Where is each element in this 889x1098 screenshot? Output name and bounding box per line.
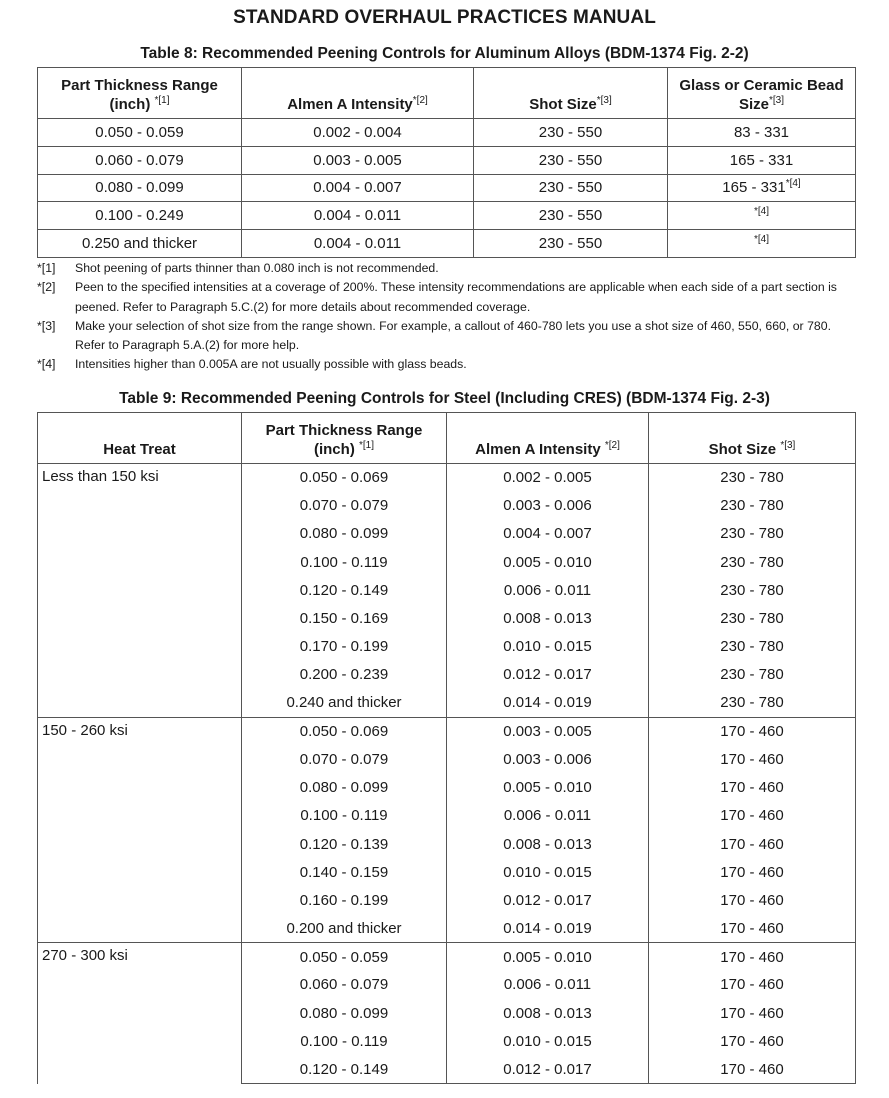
table9-cell-intensity: 0.005 - 0.010	[447, 943, 649, 971]
table9-cell-shot-size: 170 - 460	[649, 1055, 856, 1083]
table9-header-thickness: Part Thickness Range (inch) $^{*[1]}$	[242, 413, 447, 464]
table8-cell-intensity: 0.004 - 0.007	[242, 174, 474, 202]
table9-header-intensity: Almen A Intensity $^{*[2]}$	[447, 413, 649, 464]
table9-cell-shot-size: 230 - 780	[649, 661, 856, 689]
table9-cell-intensity: 0.008 - 0.013	[447, 604, 649, 632]
table9-title: Table 9: Recommended Peening Controls for Steel (Including CRES) (BDM-1374 Fig. 2-3)	[119, 390, 770, 407]
table8-row	[38, 119, 856, 147]
table8-cell-intensity: 0.003 - 0.005	[242, 146, 474, 174]
table9-cell-shot-size: 230 - 780	[649, 492, 856, 520]
table8-header-thickness: Part Thickness Range (inch) $^{*[1]}$	[38, 68, 242, 119]
table9-cell-thickness: 0.200 - 0.239	[242, 661, 447, 689]
table9-cell-intensity: 0.006 - 0.011	[447, 802, 649, 830]
table8-header-bead-size: Glass or Ceramic Bead Size$^{*[3]}$	[668, 68, 856, 119]
table9-cell-intensity: 0.003 - 0.006	[447, 492, 649, 520]
table8-cell-shot-size: 230 - 550	[474, 119, 668, 147]
table8	[37, 67, 856, 258]
table8-cell-intensity: 0.002 - 0.004	[242, 119, 474, 147]
table9-cell-thickness: 0.100 - 0.119	[242, 802, 447, 830]
bead-size-value: 83 - 331	[733, 123, 790, 141]
footnote-mark: *[3]	[37, 318, 56, 333]
table8-cell-bead-size	[668, 146, 856, 174]
table9-cell-thickness: 0.240 and thicker	[242, 689, 447, 717]
table8-cell-thickness: 0.100 - 0.249	[38, 202, 242, 230]
table9-cell-intensity: 0.004 - 0.007	[447, 520, 649, 548]
table9-body	[38, 464, 856, 1084]
table9-cell-thickness: 0.080 - 0.099	[242, 520, 447, 548]
table9-cell-shot-size: 170 - 460	[649, 943, 856, 971]
table9-cell-intensity: 0.006 - 0.011	[447, 971, 649, 999]
table9-cell-shot-size: 230 - 780	[649, 689, 856, 717]
table8-cell-shot-size: 230 - 550	[474, 230, 668, 258]
table9-cell-shot-size: 170 - 460	[649, 830, 856, 858]
table8-cell-intensity: 0.004 - 0.011	[242, 202, 474, 230]
table9-cell-thickness: 0.150 - 0.169	[242, 604, 447, 632]
table8-cell-bead-size	[668, 119, 856, 147]
table8-title: Table 8: Recommended Peening Controls for Aluminum Alloys (BDM-1374 Fig. 2-2)	[140, 45, 749, 62]
table9-cell-intensity: 0.012 - 0.017	[447, 1055, 649, 1083]
table9-cell-intensity: 0.010 - 0.015	[447, 858, 649, 886]
table8-cell-thickness: 0.080 - 0.099	[38, 174, 242, 202]
table9-cell-intensity: 0.008 - 0.013	[447, 999, 649, 1027]
table9-cell-intensity: 0.014 - 0.019	[447, 689, 649, 717]
table9-cell-intensity: 0.006 - 0.011	[447, 576, 649, 604]
table9-cell-shot-size: 170 - 460	[649, 745, 856, 773]
manual-title: STANDARD OVERHAUL PRACTICES MANUAL	[233, 7, 656, 28]
table9-cell-shot-size: 170 - 460	[649, 858, 856, 886]
table9-cell-intensity: 0.003 - 0.006	[447, 745, 649, 773]
table8-cell-thickness: 0.250 and thicker	[38, 230, 242, 258]
table9-cell-intensity: 0.005 - 0.010	[447, 548, 649, 576]
table8-notes	[37, 259, 852, 375]
table9-cell-shot-size: 170 - 460	[649, 1027, 856, 1055]
table9	[37, 412, 856, 1084]
table8-cell-intensity: 0.004 - 0.011	[242, 230, 474, 258]
table8-row	[38, 230, 856, 258]
footnote-text: Intensities higher than 0.005A are not usually possible with glass beads.	[75, 357, 467, 372]
table9-row	[38, 464, 856, 492]
table9-header-heat-treat: Heat Treat	[38, 413, 242, 464]
table8-cell-bead-size	[668, 230, 856, 258]
table9-cell-intensity: 0.014 - 0.019	[447, 915, 649, 943]
footnote-ref: *[4]	[753, 234, 769, 246]
table9-cell-shot-size: 230 - 780	[649, 520, 856, 548]
table9-cell-shot-size: 230 - 780	[649, 604, 856, 632]
table8-cell-shot-size: 230 - 550	[474, 146, 668, 174]
footnote-mark: *[4]	[37, 357, 56, 372]
table9-cell-thickness: 0.140 - 0.159	[242, 858, 447, 886]
table9-cell-thickness: 0.070 - 0.079	[242, 745, 447, 773]
footnote-text: Make your selection of shot size from the range shown. For example, a callout of 460-780 lets you use a shot size of 460, 550, 660, or 780. Refer to Paragraph 5.A.(2) for more help.	[75, 318, 832, 353]
table9-cell-shot-size: 230 - 780	[649, 633, 856, 661]
footnote	[37, 317, 852, 356]
footnote-text: Peen to the specified intensities at a coverage of 200%. These intensity recommendations are applicable when each side of a part section is peened. Refer to Paragraph 5.C.(2) for more details about recommended coverage.	[75, 280, 837, 314]
table9-cell-intensity: 0.012 - 0.017	[447, 886, 649, 914]
table9-cell-heat-treat: 150 - 260 ksi	[38, 717, 242, 943]
table8-row	[38, 174, 856, 202]
table8-body	[38, 119, 856, 258]
table9-header-shot-size: Shot Size $^{*[3]}$	[649, 413, 856, 464]
footnote-mark: *[2]	[37, 280, 56, 295]
table9-cell-shot-size: 230 - 780	[649, 548, 856, 576]
table9-cell-shot-size: 170 - 460	[649, 717, 856, 745]
table9-cell-thickness: 0.120 - 0.149	[242, 1055, 447, 1083]
table9-cell-thickness: 0.100 - 0.119	[242, 548, 447, 576]
table9-row	[38, 717, 856, 745]
table8-header-row	[38, 68, 856, 119]
table9-cell-intensity: 0.008 - 0.013	[447, 830, 649, 858]
table9-cell-thickness: 0.080 - 0.099	[242, 999, 447, 1027]
table9-cell-intensity: 0.005 - 0.010	[447, 774, 649, 802]
table9-row	[38, 943, 856, 971]
table8-row	[38, 146, 856, 174]
footnote	[37, 259, 852, 278]
table9-cell-heat-treat: Less than 150 ksi	[38, 464, 242, 718]
bead-size-value: 165 - 331	[729, 151, 794, 169]
table8-cell-shot-size: 230 - 550	[474, 202, 668, 230]
table9-cell-thickness: 0.080 - 0.099	[242, 774, 447, 802]
table9-cell-intensity: 0.003 - 0.005	[447, 717, 649, 745]
table9-cell-thickness: 0.100 - 0.119	[242, 1027, 447, 1055]
table8-header-shot-size: Shot Size$^{*[3]}$	[474, 68, 668, 119]
table9-cell-intensity: 0.012 - 0.017	[447, 661, 649, 689]
table8-cell-bead-size	[668, 174, 856, 202]
table9-cell-thickness: 0.120 - 0.149	[242, 576, 447, 604]
table9-cell-shot-size: 170 - 460	[649, 886, 856, 914]
table9-cell-thickness: 0.120 - 0.139	[242, 830, 447, 858]
table9-cell-thickness: 0.170 - 0.199	[242, 633, 447, 661]
table9-cell-intensity: 0.010 - 0.015	[447, 1027, 649, 1055]
table9-cell-thickness: 0.060 - 0.079	[242, 971, 447, 999]
table9-cell-shot-size: 170 - 460	[649, 774, 856, 802]
table8-cell-thickness: 0.060 - 0.079	[38, 146, 242, 174]
table9-cell-thickness: 0.200 and thicker	[242, 915, 447, 943]
table9-cell-shot-size: 170 - 460	[649, 971, 856, 999]
table9-cell-thickness: 0.160 - 0.199	[242, 886, 447, 914]
table9-cell-shot-size: 170 - 460	[649, 915, 856, 943]
table9-cell-heat-treat: 270 - 300 ksi	[38, 943, 242, 1084]
table9-cell-intensity: 0.010 - 0.015	[447, 633, 649, 661]
table9-cell-shot-size: 170 - 460	[649, 802, 856, 830]
table9-cell-thickness: 0.070 - 0.079	[242, 492, 447, 520]
table9-header-row	[38, 413, 856, 464]
table9-cell-shot-size: 230 - 780	[649, 576, 856, 604]
footnote-ref: *[4]	[753, 206, 769, 218]
table9-cell-thickness: 0.050 - 0.069	[242, 464, 447, 492]
table9-cell-shot-size: 230 - 780	[649, 464, 856, 492]
footnote	[37, 278, 852, 317]
table9-cell-thickness: 0.050 - 0.059	[242, 943, 447, 971]
table8-cell-shot-size: 230 - 550	[474, 174, 668, 202]
table9-cell-shot-size: 170 - 460	[649, 999, 856, 1027]
table8-cell-thickness: 0.050 - 0.059	[38, 119, 242, 147]
table9-cell-intensity: 0.002 - 0.005	[447, 464, 649, 492]
footnote-mark: *[1]	[37, 261, 56, 275]
footnote-ref: *[4]	[785, 178, 801, 190]
bead-size-value: 165 - 331	[722, 179, 786, 197]
footnote	[37, 355, 852, 374]
table8-row	[38, 202, 856, 230]
table8-cell-bead-size	[668, 202, 856, 230]
footnote-text: Shot peening of parts thinner than 0.080 inch is not recommended.	[75, 261, 439, 275]
table8-header-intensity: Almen A Intensity$^{*[2]}$	[242, 68, 474, 119]
table9-cell-thickness: 0.050 - 0.069	[242, 717, 447, 745]
